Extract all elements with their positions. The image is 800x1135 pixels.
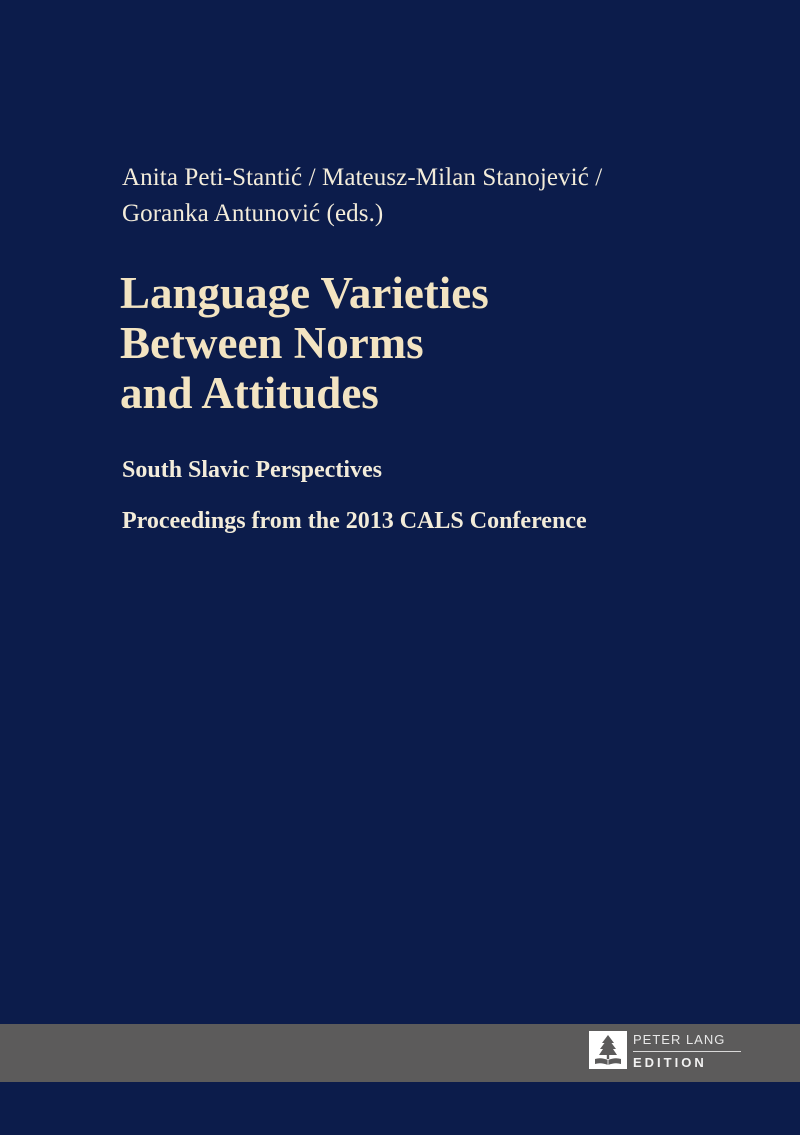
editors-line-2: Goranka Antunović (eds.) (122, 200, 384, 227)
proceedings-line: Proceedings from the 2013 CALS Conference (122, 508, 587, 534)
book-subtitle: South Slavic Perspectives (122, 457, 382, 483)
title-line-1: Language Varieties (120, 268, 489, 318)
publisher-divider (633, 1051, 741, 1052)
publisher-name: PETER LANG (633, 1032, 726, 1047)
title-line-3: and Attitudes (120, 368, 379, 418)
editors (122, 160, 762, 232)
editors-line-1: Anita Peti-Stantić / Mateusz-Milan Stanojević / (122, 164, 603, 191)
publisher-imprint: EDITION (633, 1055, 707, 1070)
publisher-mark (585, 1028, 755, 1078)
book-title (120, 268, 760, 418)
peter-lang-tree-book-logo-icon (589, 1031, 627, 1069)
title-line-2: Between Norms (120, 318, 424, 368)
